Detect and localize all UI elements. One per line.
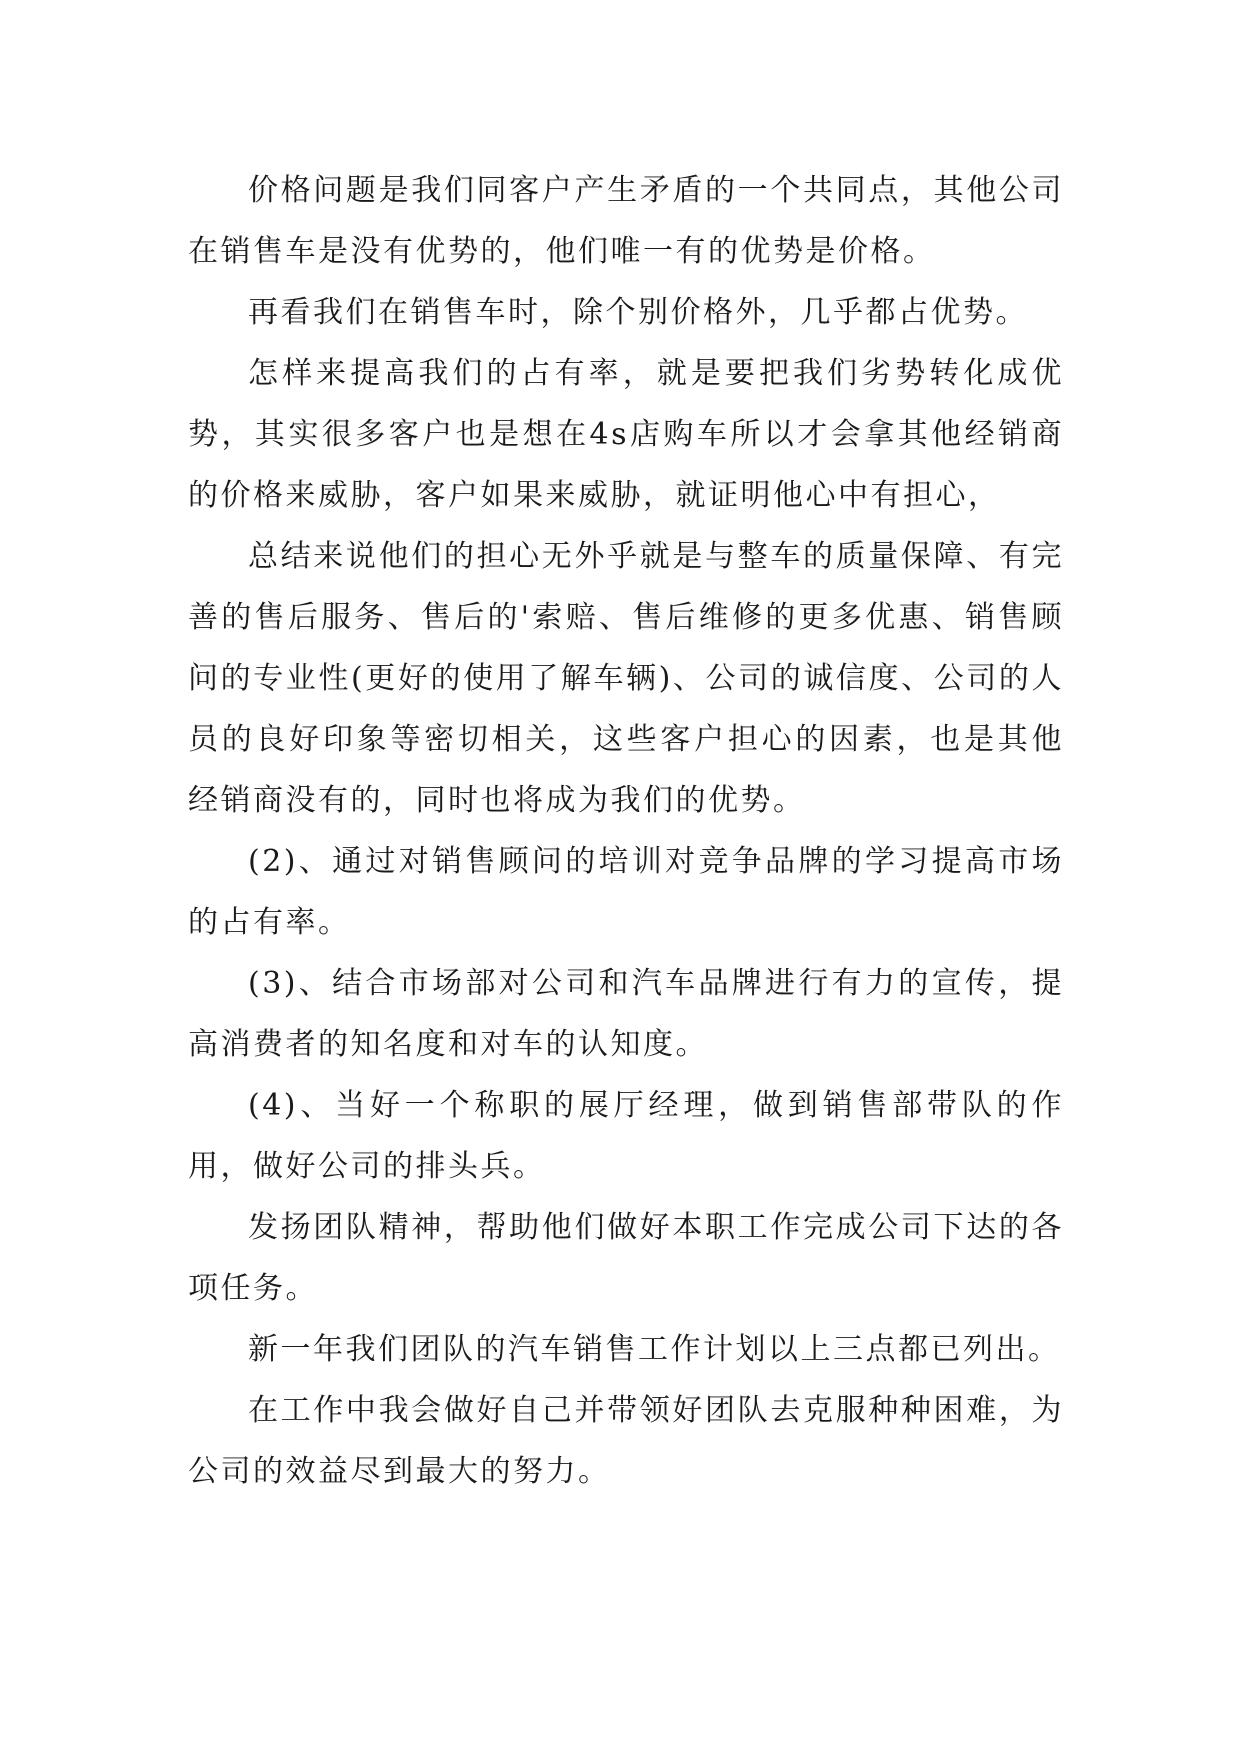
paragraph: (4)、当好一个称职的展厅经理，做到销售部带队的作用，做好公司的排头兵。 (188, 1088, 1064, 1184)
document-body (188, 160, 1064, 1502)
paragraph: 再看我们在销售车时，除个别价格外，几乎都占优势。 (248, 295, 1028, 330)
paragraph: 新一年我们团队的汽车销售工作计划以上三点都已列出。 (248, 1332, 1061, 1367)
paragraph: 怎样来提高我们的占有率，就是要把我们劣势转化成优势，其实很多客户也是想在4s店购车所以才会拿其他经销商的价格来威胁，客户如果来威胁，就证明他心中有担心， (188, 356, 1064, 513)
paragraph: (2)、通过对销售顾问的培训对竞争品牌的学习提高市场的占有率。 (188, 844, 1064, 940)
paragraph: 价格问题是我们同客户产生矛盾的一个共同点，其他公司在销售车是没有优势的，他们唯一有的优势是价格。 (188, 173, 1064, 269)
paragraph: (3)、结合市场部对公司和汽车品牌进行有力的宣传，提高消费者的知名度和对车的认知度。 (188, 966, 1064, 1062)
paragraph: 发扬团队精神，帮助他们做好本职工作完成公司下达的各项任务。 (188, 1210, 1064, 1306)
paragraph: 总结来说他们的担心无外乎就是与整车的质量保障、有完善的售后服务、售后的'索赔、售后维修的更多优惠、销售顾问的专业性(更好的使用了解车辆)、公司的诚信度、公司的人员的良好印象等密切相关，这些客户担心的因素，也是其他经销商没有的，同时也将成为我们的优势。 (188, 539, 1064, 818)
paragraph: 在工作中我会做好自己并带领好团队去克服种种困难，为公司的效益尽到最大的努力。 (188, 1393, 1064, 1489)
